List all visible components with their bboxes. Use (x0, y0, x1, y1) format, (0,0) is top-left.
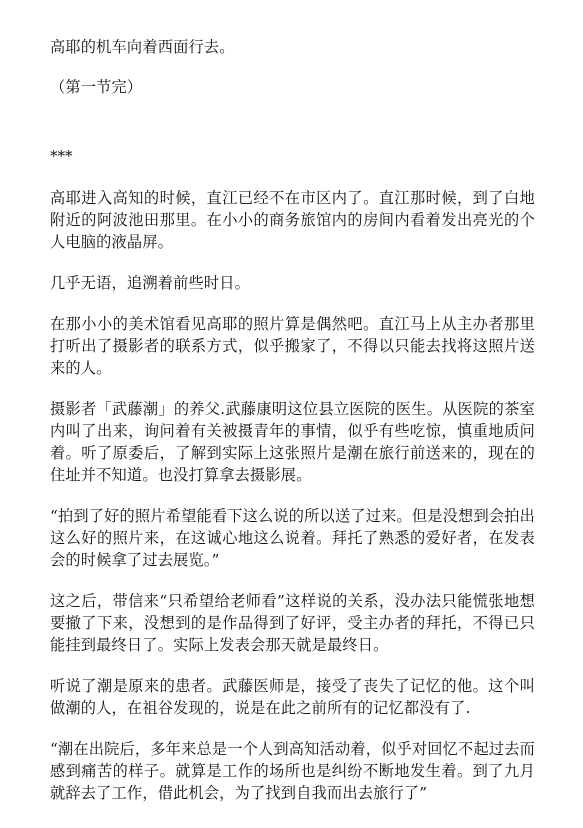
paragraph-quote: “拍到了好的照片希望能看下这么说的所以送了过来。但是没想到会拍出这么好的照片来，在这诚心地这么说着。拜托了熟悉的爱好者，在发表会的时候拿了过去展览。” (50, 507, 535, 569)
paragraph-text: 高耶进入高知的时候，直江已经不在市区内了。直江那时候，到了白地附近的阿波池田那里。在小小的商务旅馆内的房间内看着发出亮光的个人电脑的液晶屏。 (50, 189, 535, 251)
section-end-note: （第一节完） (50, 78, 143, 96)
paragraph-text: 高耶的机车向着西面行去。 (50, 38, 235, 56)
paragraph-text: 听说了潮是原来的患者。武藤医师是，接受了丧失了记忆的他。这个叫做潮的人，在祖谷发现的，说是在此之前所有的记忆都没有了. (50, 677, 535, 717)
section-separator: *** (50, 147, 73, 165)
document-page (50, 36, 535, 823)
paragraph-text: 几乎无语，追溯着前些时日。 (50, 274, 251, 292)
paragraph-text: 在那小小的美术馆看见高耶的照片算是偶然吧。直江马上从主办者那里打听出了摄影者的联系方式，似乎搬家了，不得以只能去找将这照片送来的人。 (50, 315, 535, 377)
paragraph-quote: “潮在出院后，多年来总是一个人到高知活动着，似乎对回忆不起过去而感到痛苦的样子。就算是工作的场所也是纠纷不断地发生着。到了九月就辞去了工作，借此机会，为了找到自我而出去旅行了” (50, 740, 535, 802)
paragraph-text: 这之后，带信来“只希望给老师看”这样说的关系，没办法只能慌张地想要撤了下来，没想到的是作品得到了好评，受主办者的拜托，不得已只能挂到最终日了。实际上发表会那天就是最终日。 (50, 592, 535, 654)
spacer (50, 117, 535, 145)
paragraph-text: 摄影者「武藤潮」的养父.武藤康明这位县立医院的医生。从医院的茶室内叫了出来，询问着有关被摄青年的事情，似乎有些吃惊，慎重地质问着。听了原委后，了解到实际上这张照片是潮在旅行前送来的，现在的住址并不知道。也没打算拿去摄影展。 (50, 400, 535, 484)
